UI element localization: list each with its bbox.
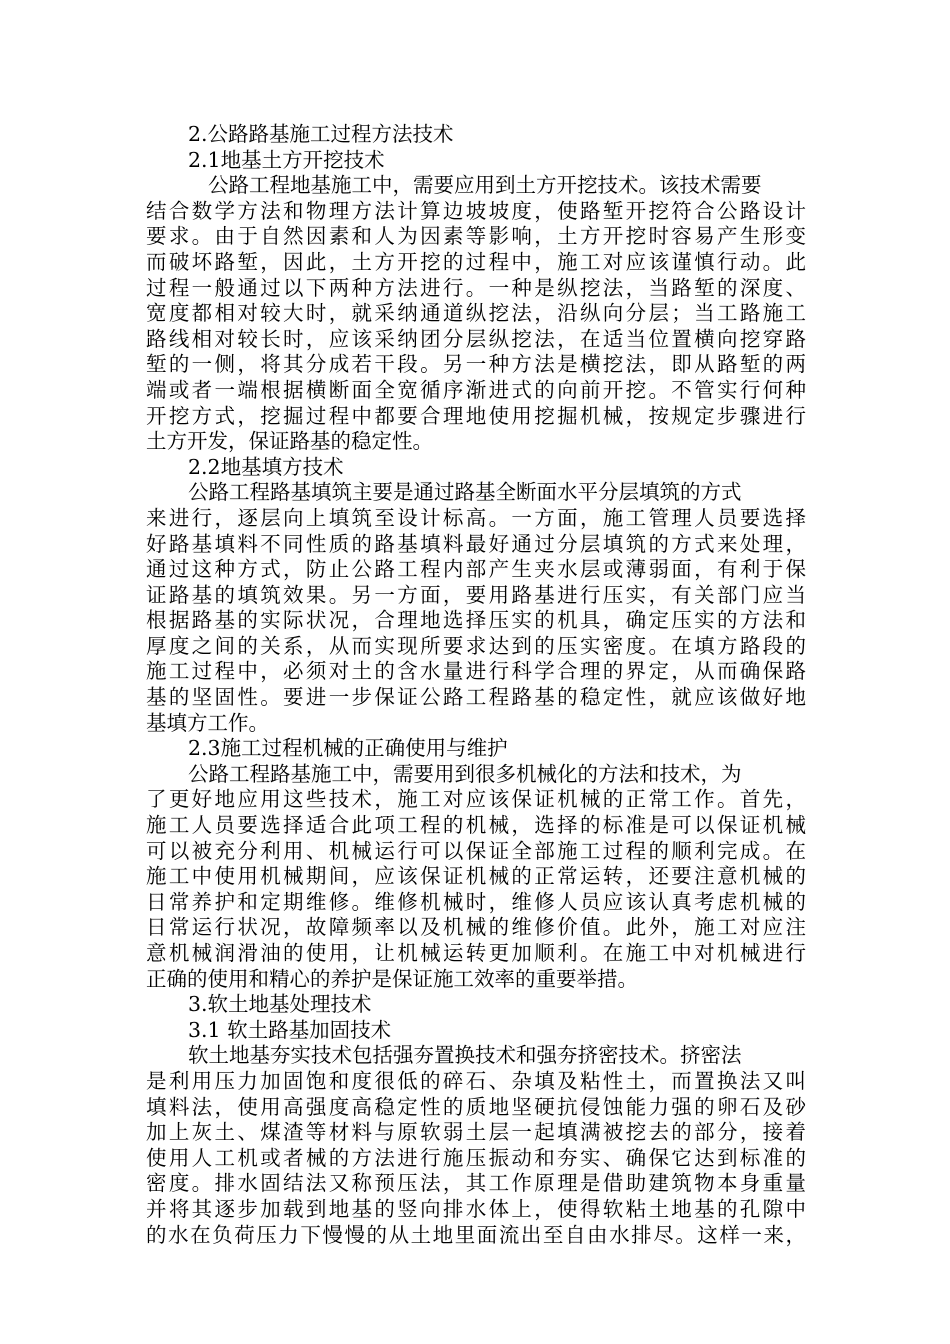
paragraph-line: 正确的使用和精心的养护是保证施工效率的重要举措。 (146, 966, 638, 991)
paragraph-line: 路线相对较长时，应该采纳团分层纵挖法，在适当位置横向挖穿路 (146, 326, 806, 351)
document-body (146, 122, 806, 1248)
paragraph-line: 日常运行状况，故障频率以及机械的维修价值。此外，施工对应注 (146, 915, 806, 940)
paragraph-line: 土方开发，保证路基的稳定性。 (146, 429, 433, 454)
section-heading-line: 软土地基夯实技术包括强夯置换技术和强夯挤密技术。挤密法 (188, 1043, 742, 1068)
paragraph-line: 日常养护和定期维修。维修机械时，维修人员应该认真考虑机械的 (146, 889, 806, 914)
paragraph-line: 基填方工作。 (146, 710, 269, 735)
paragraph-line: 结合数学方法和物理方法计算边坡坡度，使路堑开挖符合公路设计 (146, 198, 806, 223)
paragraph-line: 使用人工机或者械的方法进行施压振动和夯实、确保它达到标准的 (146, 1145, 806, 1170)
paragraph-line: 可以被充分利用、机械运行可以保证全部施工过程的顺利完成。在 (146, 838, 806, 863)
section-heading-line: 2.2地基填方技术 (188, 454, 344, 479)
paragraph-line: 宽度都相对较大时，就采纳通道纵挖法，沿纵向分层；当工路施工 (146, 301, 806, 326)
paragraph-line: 端或者一端根据横断面全宽循序渐进式的向前开挖。不管实行何种 (146, 377, 806, 402)
section-heading-line: 公路工程路基填筑主要是通过路基全断面水平分层填筑的方式 (188, 480, 742, 505)
paragraph-line: 施工过程中，必须对土的含水量进行科学合理的界定，从而确保路 (146, 659, 806, 684)
paragraph-line: 而破坏路堑，因此，土方开挖的过程中，施工对应该谨慎行动。此 (146, 249, 806, 274)
paragraph-line: 厚度之间的关系，从而实现所要求达到的压实密度。在填方路段的 (146, 633, 806, 658)
section-heading-line: 2.1地基土方开挖技术 (188, 147, 385, 172)
paragraph-line: 加上灰土、煤渣等材料与原软弱土层一起填满被挖去的部分，接着 (146, 1120, 806, 1145)
paragraph-line: 施工人员要选择适合此项工程的机械，选择的标准是可以保证机械 (146, 813, 806, 838)
section-heading-line: 2.公路路基施工过程方法技术 (188, 122, 454, 146)
paragraph-line: 公路工程地基施工中，需要应用到土方开挖技术。该技术需要 (208, 173, 762, 198)
paragraph-line: 开挖方式，挖掘过程中都要合理地使用挖掘机械，按规定步骤进行 (146, 403, 806, 428)
paragraph-line: 了更好地应用这些技术，施工对应该保证机械的正常工作。首先， (146, 787, 806, 812)
paragraph-line: 过程一般通过以下两种方法进行。一种是纵挖法，当路堑的深度、 (146, 275, 806, 300)
paragraph-line: 堑的一侧，将其分成若干段。另一种方法是横挖法，即从路堑的两 (146, 352, 806, 377)
paragraph-line: 好路基填料不同性质的路基填料最好通过分层填筑的方式来处理， (146, 531, 806, 556)
paragraph-line: 填料法，使用高强度高稳定性的质地坚硬抗侵蚀能力强的卵石及砂 (146, 1094, 806, 1119)
paragraph-line: 通过这种方式，防止公路工程内部产生夹水层或薄弱面，有利于保 (146, 557, 806, 582)
paragraph-line: 意机械润滑油的使用，让机械运转更加顺利。在施工中对机械进行 (146, 941, 806, 965)
section-heading-line: 3.1 软土路基加固技术 (188, 1017, 392, 1042)
section-heading-line: 3.软土地基处理技术 (188, 992, 372, 1017)
paragraph-line: 证路基的填筑效果。另一方面，要用路基进行压实，有关部门应当 (146, 582, 806, 607)
paragraph-line: 要求。由于自然因素和人为因素等影响，土方开挖时容易产生形变 (146, 224, 806, 249)
document-page (146, 122, 806, 1248)
section-heading-line: 公路工程路基施工中，需要用到很多机械化的方法和技术，为 (188, 761, 742, 786)
paragraph-line: 的水在负荷压力下慢慢的从土地里面流出至自由水排尽。这样一来， (146, 1222, 806, 1247)
paragraph-line: 并将其逐步加载到地基的竖向排水体上，使得软粘土地基的孔隙中 (146, 1196, 806, 1221)
paragraph-line: 是利用压力加固饱和度很低的碎石、杂填及粘性土，而置换法又叫 (146, 1068, 806, 1093)
paragraph-line: 根据路基的实际状况，合理地选择压实的机具，确定压实的方法和 (146, 608, 806, 633)
paragraph-line: 基的坚固性。要进一步保证公路工程路基的稳定性，就应该做好地 (146, 685, 806, 710)
section-heading-line: 2.3施工过程机械的正确使用与维护 (188, 736, 508, 761)
paragraph-line: 来进行，逐层向上填筑至设计标高。一方面，施工管理人员要选择 (146, 505, 806, 530)
paragraph-line: 密度。排水固结法又称预压法，其工作原理是借助建筑物本身重量 (146, 1171, 806, 1196)
paragraph-line: 施工中使用机械期间，应该保证机械的正常运转，还要注意机械的 (146, 864, 806, 889)
